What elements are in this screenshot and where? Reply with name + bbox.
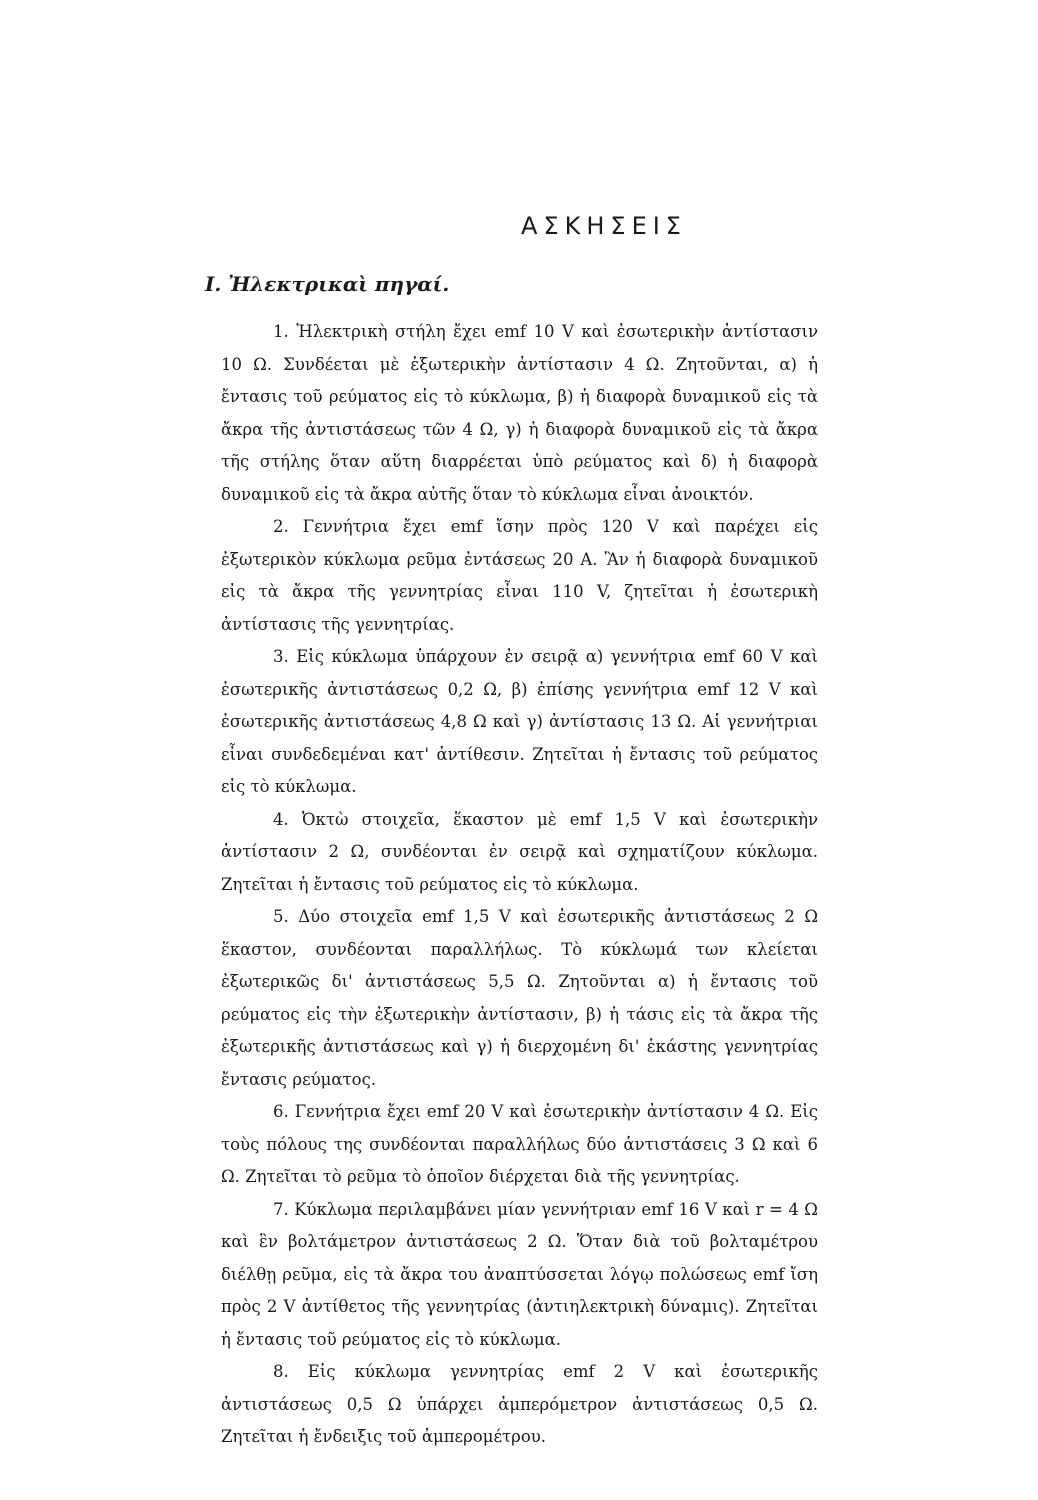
exercise-1: 1. Ἠλεκτρικὴ στήλη ἔχει emf 10 V καὶ ἐσωτερικὴν ἀντίστασιν 10 Ω. Συνδέεται μὲ ἐξωτερικὴν ἀντίστασιν 4 Ω. Ζητοῦνται, α) ἡ ἔντασις τοῦ ρεύματος εἰς τὸ κύκλωμα, β) ἡ διαφορὰ δυναμικοῦ εἰς τὰ ἄκρα τῆς ἀντιστάσεως τῶν 4 Ω, γ) ἡ διαφορὰ δυναμικοῦ εἰς τὰ ἄκρα τῆς στήλης ὅταν αὕτη διαρρέεται ὑπὸ ρεύματος καὶ δ) ἡ διαφορὰ δυναμικοῦ εἰς τὰ ἄκρα αὐτῆς ὅταν τὸ κύκλωμα εἶναι ἀνοικτόν. [221, 322, 818, 504]
exercise-4: 4. Ὀκτὼ στοιχεῖα, ἕκαστον μὲ emf 1,5 V καὶ ἐσωτερικὴν ἀντίστασιν 2 Ω, συνδέονται ἐν σειρᾷ καὶ σχηματίζουν κύκλωμα. Ζητεῖται ἡ ἔντασις τοῦ ρεύματος εἰς τὸ κύκλωμα. [221, 809, 818, 894]
exercise-2: 2. Γεννήτρια ἔχει emf ἴσην πρὸς 120 V καὶ παρέχει εἰς ἐξωτερικὸν κύκλωμα ρεῦμα ἐντάσεως 20 A. Ἂν ἡ διαφορὰ δυναμικοῦ εἰς τὰ ἄκρα τῆς γεννητρίας εἶναι 110 V, ζητεῖται ἡ ἐσωτερικὴ ἀντίστασις τῆς γεννητρίας. [221, 517, 818, 634]
exercise-5: 5. Δύο στοιχεῖα emf 1,5 V καὶ ἐσωτερικῆς ἀντιστάσεως 2 Ω ἕκαστον, συνδέονται παραλλήλως. Τὸ κύκλωμά των κλείεται ἐξωτερικῶς δι' ἀντιστάσεως 5,5 Ω. Ζητοῦνται α) ἡ ἔντασις τοῦ ρεύματος εἰς τὴν ἐξωτερικὴν ἀντίστασιν, β) ἡ τάσις εἰς τὰ ἄκρα τῆς ἐξωτερικῆς ἀντιστάσεως καὶ γ) ἡ διερχομένη δι' ἑκάστης γεννητρίας ἔντασις ρεύματος. [221, 907, 818, 1089]
exercise-8: 8. Εἰς κύκλωμα γεννητρίας emf 2 V καὶ ἐσωτερικῆς ἀντιστάσεως 0,5 Ω ὑπάρχει ἀμπερόμετρον ἀντιστάσεως 0,5 Ω. Ζητεῖται ἡ ἔνδειξις τοῦ ἀμπερομέτρου. [221, 1362, 818, 1446]
exercise-list [221, 316, 818, 1454]
exercise-7: 7. Κύκλωμα περιλαμβάνει μίαν γεννήτριαν emf 16 V καὶ r = 4 Ω καὶ ἓν βολτάμετρον ἀντιστάσεως 2 Ω. Ὅταν διὰ τοῦ βολταμέτρου διέλθῃ ρεῦμα, εἰς τὰ ἄκρα του ἀναπτύσσεται λόγῳ πολώσεως emf ἴση πρὸς 2 V ἀντίθετος τῆς γεννητρίας (ἀντιηλεκτρικὴ δύναμις). Ζητεῖται ἡ ἔντασις τοῦ ρεύματος εἰς τὸ κύκλωμα. [221, 1199, 818, 1349]
exercise-6: 6. Γεννήτρια ἔχει emf 20 V καὶ ἐσωτερικὴν ἀντίστασιν 4 Ω. Εἰς τοὺς πόλους της συνδέονται παραλλήλως δύο ἀντιστάσεις 3 Ω καὶ 6 Ω. Ζητεῖται τὸ ρεῦμα τὸ ὁποῖον διέρχεται διὰ τῆς γεννητρίας. [221, 1102, 818, 1186]
section-heading: Ι. Ἠλεκτρικαὶ πηγαί. [205, 272, 450, 296]
page-title: ΑΣΚΗΣΕΙΣ [521, 212, 687, 240]
exercise-3: 3. Εἰς κύκλωμα ὑπάρχουν ἐν σειρᾷ α) γεννήτρια emf 60 V καὶ ἐσωτερικῆς ἀντιστάσεως 0,2 Ω, β) ἐπίσης γεννήτρια emf 12 V καὶ ἐσωτερικῆς ἀντιστάσεως 4,8 Ω καὶ γ) ἀντίστασις 13 Ω. Αἱ γεννήτριαι εἶναι συνδεδεμέναι κατ' ἀντίθεσιν. Ζητεῖται ἡ ἔντασις τοῦ ρεύματος εἰς τὸ κύκλωμα. [221, 647, 818, 796]
